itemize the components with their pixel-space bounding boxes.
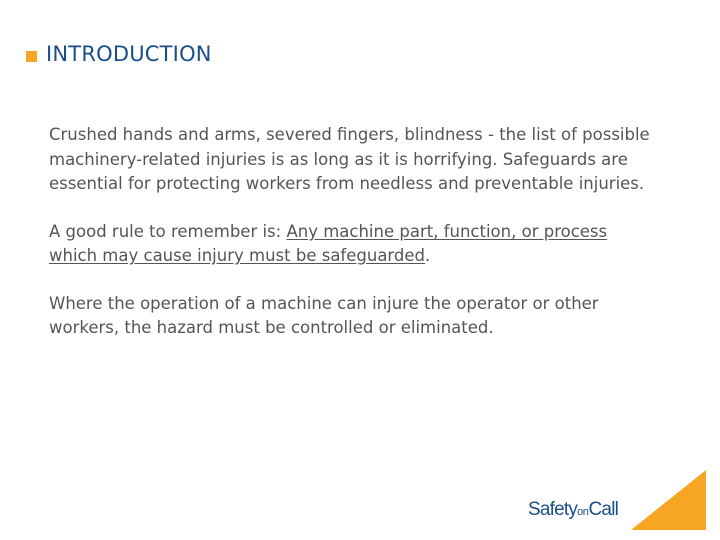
logo-word-call: Call xyxy=(588,499,619,520)
safety-on-call-logo xyxy=(528,499,618,521)
rule-end-punctuation: . xyxy=(425,246,431,265)
logo-word-safety: Safety xyxy=(528,499,578,520)
paragraph-injuries: Crushed hands and arms, severed fingers, blindness - the list of possible machinery-related injuries is as long as it is horrifying. Safeguards are essential for protecting workers from needless and preventable injuries. xyxy=(49,125,650,193)
logo-word-on: on xyxy=(577,506,589,518)
slide-body xyxy=(49,123,659,364)
rule-intro-text: A good rule to remember is: xyxy=(49,221,287,241)
slide-title-row xyxy=(26,42,212,66)
title-bullet-square xyxy=(26,51,37,62)
corner-accent-triangle xyxy=(631,470,706,530)
paragraph-hazard: Where the operation of a machine can injure the operator or other workers, the hazard must be controlled or eliminated. xyxy=(49,293,599,337)
corner-triangle-shape xyxy=(631,470,706,530)
paragraph-rule xyxy=(49,220,659,269)
safeguard-rule-text: Any machine part, function, or process which may cause injury must be safeguarded xyxy=(49,221,608,265)
slide-title: INTRODUCTION xyxy=(46,42,212,66)
